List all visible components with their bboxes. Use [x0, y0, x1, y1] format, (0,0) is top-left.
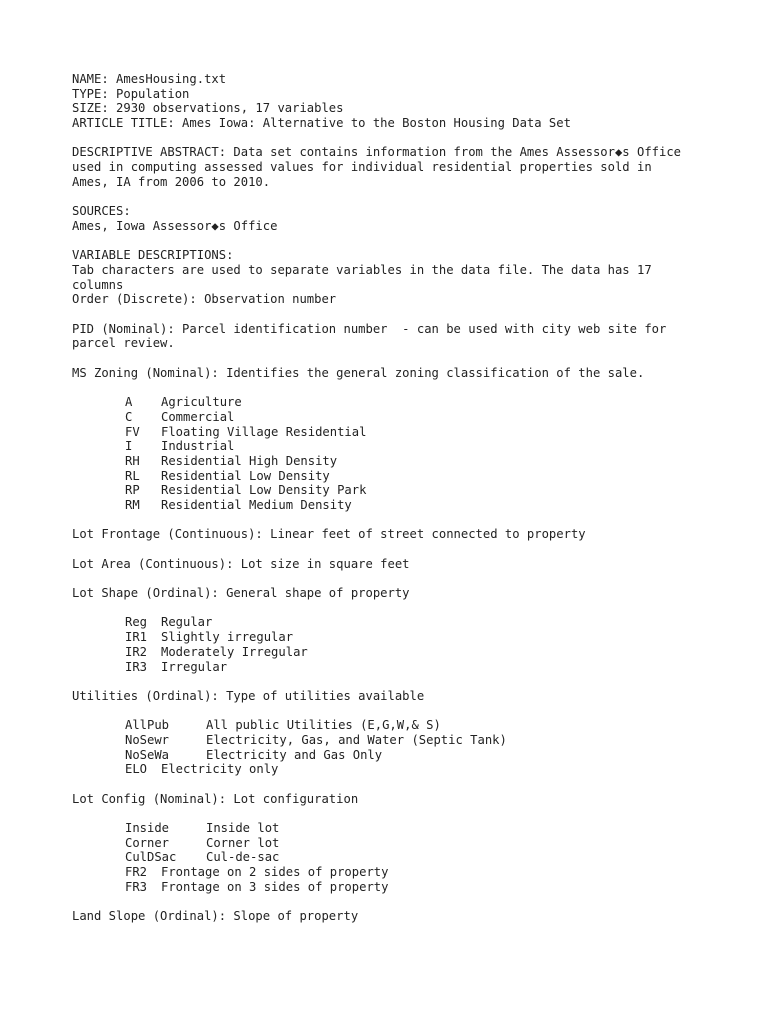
lot-frontage-description: Lot Frontage (Continuous): Linear feet of street connected to property [72, 527, 586, 542]
list-item [72, 645, 752, 660]
code: FR2 [125, 865, 148, 880]
abstract-line-2: used in computing assessed values for individual residential properties sold in [72, 160, 652, 175]
sources-heading: SOURCES: [72, 204, 131, 219]
land-slope-description: Land Slope (Ordinal): Slope of property [72, 909, 359, 924]
code-desc: Electricity and Gas Only [206, 747, 383, 762]
code: ELO [125, 762, 148, 777]
code: Inside [125, 821, 170, 836]
list-item [72, 630, 752, 645]
variables-heading: VARIABLE DESCRIPTIONS: [72, 248, 234, 263]
code: RL [125, 468, 140, 483]
code: NoSeWa [125, 747, 170, 762]
code-desc: Irregular [161, 659, 228, 674]
code: I [125, 439, 133, 454]
spacer [72, 806, 752, 821]
spacer [72, 542, 752, 557]
code-desc: Agriculture [161, 395, 242, 410]
code: FR3 [125, 879, 148, 894]
list-item [72, 865, 752, 880]
spacer [72, 777, 752, 792]
list-item [72, 498, 752, 513]
code: C [125, 409, 133, 424]
code-desc: Electricity, Gas, and Water (Septic Tank) [206, 732, 507, 747]
pid-description-1: PID (Nominal): Parcel identification number - can be used with city web site for [72, 321, 667, 336]
code: Corner [125, 835, 170, 850]
code: NoSewr [125, 732, 170, 747]
utility-codes-list [72, 718, 752, 777]
code: IR3 [125, 659, 148, 674]
list-item [72, 410, 752, 425]
code: A [125, 395, 133, 410]
list-item [72, 454, 752, 469]
code: IR1 [125, 630, 148, 645]
name-line: NAME: AmesHousing.txt [72, 72, 227, 86]
list-item [72, 395, 752, 410]
code-desc: Frontage on 3 sides of property [161, 879, 389, 894]
list-item [72, 483, 752, 498]
spacer [72, 704, 752, 719]
abstract-line-1: DESCRIPTIVE ABSTRACT: Data set contains information from the Ames Assessor◆s Office [72, 145, 682, 160]
list-item [72, 880, 752, 895]
code-desc: Moderately Irregular [161, 644, 308, 659]
spacer [72, 601, 752, 616]
code: CulDSac [125, 850, 177, 865]
code: RM [125, 497, 140, 512]
code: FV [125, 424, 140, 439]
code-desc: Industrial [161, 439, 235, 454]
variables-intro-1: Tab characters are used to separate variables in the data file. The data has 17 [72, 262, 652, 277]
list-item [72, 748, 752, 763]
code-desc: Residential High Density [161, 453, 338, 468]
spacer [72, 895, 752, 910]
utilities-description: Utilities (Ordinal): Type of utilities available [72, 688, 425, 703]
code: RH [125, 453, 140, 468]
list-item [72, 615, 752, 630]
spacer [72, 674, 752, 689]
code-desc: Frontage on 2 sides of property [161, 865, 389, 880]
code-desc: Electricity only [161, 762, 279, 777]
spacer [72, 380, 752, 395]
list-item [72, 469, 752, 484]
variables-intro-2: columns [72, 277, 124, 292]
sources-line: Ames, Iowa Assessor◆s Office [72, 218, 278, 233]
code-desc: Commercial [161, 409, 235, 424]
list-item [72, 836, 752, 851]
document-page [72, 72, 752, 924]
code-desc: Inside lot [206, 821, 280, 836]
code-desc: Residential Medium Density [161, 497, 352, 512]
order-description: Order (Discrete): Observation number [72, 292, 337, 307]
size-line: SIZE: 2930 observations, 17 variables [72, 101, 344, 116]
list-item [72, 660, 752, 675]
code-desc: Slightly irregular [161, 630, 294, 645]
code: AllPub [125, 718, 170, 733]
code-desc: Regular [161, 615, 213, 630]
lot-shape-description: Lot Shape (Ordinal): General shape of property [72, 586, 410, 601]
pid-description-2: parcel review. [72, 336, 175, 351]
spacer [72, 307, 752, 322]
list-item [72, 718, 752, 733]
spacer [72, 351, 752, 366]
spacer [72, 190, 752, 205]
lot-area-description: Lot Area (Continuous): Lot size in square feet [72, 556, 410, 571]
list-item [72, 850, 752, 865]
list-item [72, 733, 752, 748]
list-item [72, 425, 752, 440]
list-item [72, 439, 752, 454]
code-desc: All public Utilities (E,G,W,& S) [206, 718, 441, 733]
code: Reg [125, 615, 148, 630]
code: IR2 [125, 644, 148, 659]
code-desc: Floating Village Residential [161, 424, 367, 439]
config-codes-list [72, 821, 752, 894]
code-desc: Corner lot [206, 835, 280, 850]
code-desc: Residential Low Density Park [161, 483, 367, 498]
ms-zoning-description: MS Zoning (Nominal): Identifies the general zoning classification of the sale. [72, 365, 645, 380]
zoning-codes-list [72, 395, 752, 513]
spacer [72, 234, 752, 249]
spacer [72, 513, 752, 528]
code-desc: Residential Low Density [161, 468, 330, 483]
code-desc: Cul-de-sac [206, 850, 280, 865]
article-title-line: ARTICLE TITLE: Ames Iowa: Alternative to the Boston Housing Data Set [72, 116, 571, 131]
type-line: TYPE: Population [72, 86, 190, 101]
abstract-line-3: Ames, IA from 2006 to 2010. [72, 174, 271, 189]
list-item [72, 821, 752, 836]
lot-config-description: Lot Config (Nominal): Lot configuration [72, 791, 359, 806]
shape-codes-list [72, 615, 752, 674]
list-item [72, 762, 752, 777]
spacer [72, 571, 752, 586]
spacer [72, 131, 752, 146]
code: RP [125, 483, 140, 498]
